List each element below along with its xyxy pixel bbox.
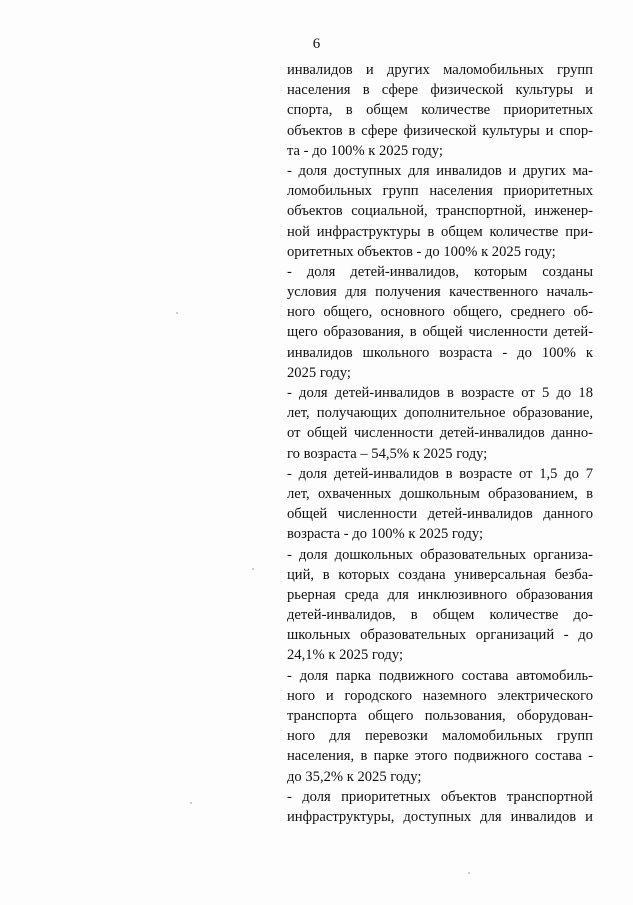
text-line: детей-инвалидов, в общем количестве до- xyxy=(287,607,593,624)
text-line: объектов социальной, транспортной, инженер- xyxy=(287,203,593,220)
text-line: спорта, в общем количестве приоритетных xyxy=(287,102,593,119)
text-line: го возраста – 54,5% к 2025 году; xyxy=(287,445,488,462)
text-line: ломобильных групп населения приоритетных xyxy=(287,183,593,200)
text-line: оритетных объектов - до 100% к 2025 году; xyxy=(287,243,556,260)
page-number: 6 xyxy=(312,36,321,52)
text-line: ного общего, основного общего, среднего об- xyxy=(287,304,593,321)
text-line: - доля приоритетных объектов транспортной xyxy=(287,788,593,805)
text-line: до 35,2% к 2025 году; xyxy=(287,768,422,785)
text-line: лет, получающих дополнительное образование, xyxy=(287,405,593,422)
text-line: - доля доступных для инвалидов и других ма- xyxy=(287,162,593,179)
text-line: транспорта общего пользования, оборудован- xyxy=(287,708,593,724)
text-line: ного для перевозки маломобильных групп xyxy=(287,728,593,745)
text-line: школьных образовательных организаций - до xyxy=(287,627,593,644)
text-line: - доля детей-инвалидов в возрасте от 1,5 до 7 xyxy=(287,465,593,482)
text-line: населения в сфере физической культуры и xyxy=(287,82,593,99)
text-line: объектов в сфере физической культуры и спор- xyxy=(287,122,593,139)
text-line: инвалидов и других маломобильных групп xyxy=(287,62,593,78)
text-line: щего образования, в общей численности детей- xyxy=(287,324,593,341)
text-line: - доля детей-инвалидов, которым созданы xyxy=(287,263,593,280)
text-line: ного и городского наземного электрического xyxy=(287,687,593,704)
text-line: инвалидов школьного возраста - до 100% к xyxy=(287,344,593,361)
text-line: от общей численности детей-инвалидов данно- xyxy=(287,425,593,442)
text-line: 2025 году; xyxy=(287,364,351,381)
text-line: - доля дошкольных образовательных организа- xyxy=(287,546,593,563)
text-line: инфраструктуры, доступных для инвалидов и xyxy=(287,808,593,825)
text-line: условия для получения качественного началь- xyxy=(287,284,593,301)
text-line: рьерная среда для инклюзивного образования xyxy=(287,586,593,603)
text-line: ной инфраструктуры в общем количестве при- xyxy=(287,223,593,240)
scan-speck xyxy=(190,802,192,804)
text-line: 24,1% к 2025 году; xyxy=(287,647,404,664)
text-line: общей численности детей-инвалидов данного xyxy=(287,506,593,523)
scan-speck xyxy=(252,568,254,570)
text-line: возраста - до 100% к 2025 году; xyxy=(287,526,484,543)
body-text xyxy=(287,60,593,827)
text-line: ций, в которых создана универсальная безба- xyxy=(287,566,593,583)
text-line: та - до 100% к 2025 году; xyxy=(287,142,443,159)
text-line: - доля детей-инвалидов в возрасте от 5 до 18 xyxy=(287,385,593,401)
text-line: населения, в парке этого подвижного состава - xyxy=(287,748,593,765)
text-line: - доля парка подвижного состава автомобиль- xyxy=(287,667,593,684)
scan-speck xyxy=(176,312,178,314)
scan-speck xyxy=(468,872,470,874)
text-line: лет, охваченных дошкольным образованием, в xyxy=(287,485,593,502)
